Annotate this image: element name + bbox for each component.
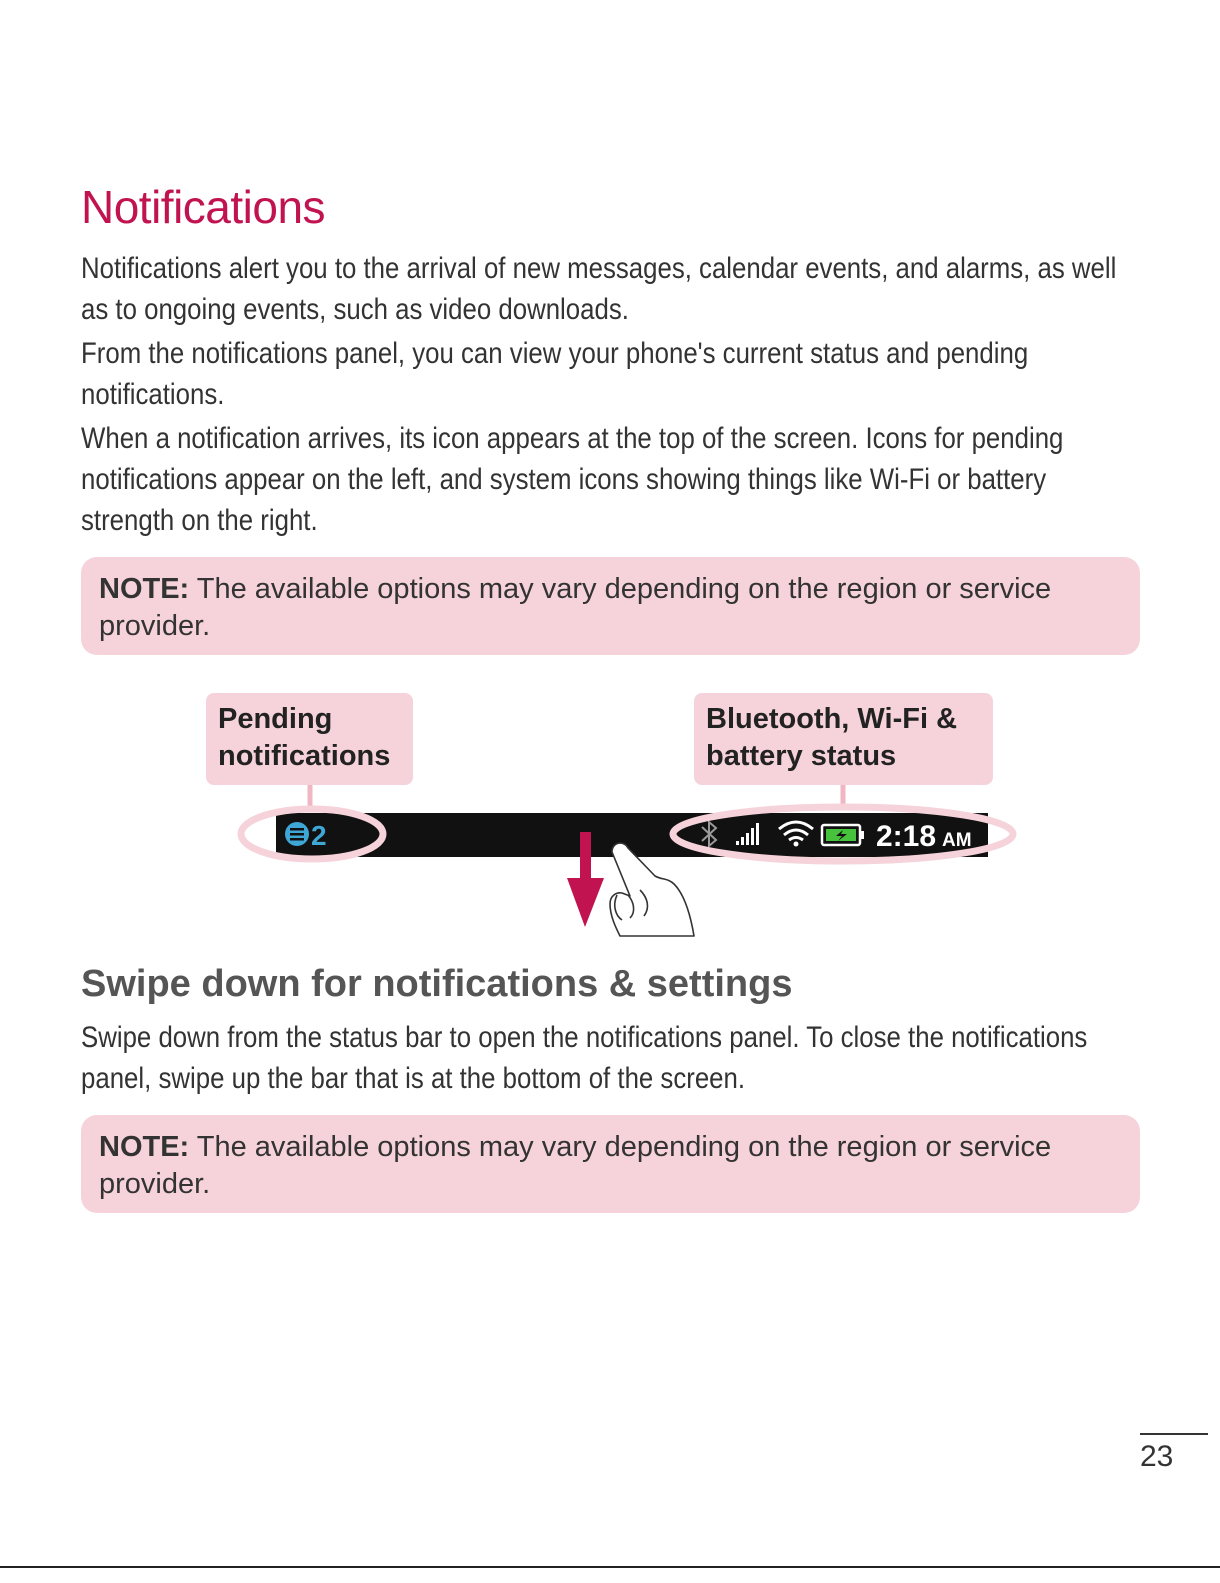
note-label: NOTE: [99,573,190,605]
intro-paragraph-3 [81,418,1128,541]
paragraph-text: Swipe down from the status bar to open the notifications panel. To close the notifications panel, swipe up the bar that is at the bottom of the screen. [81,1021,1088,1095]
notification-count: 2 [311,820,327,851]
paragraph-text: When a notification arrives, its icon appears at the top of the screen. Icons for pending notifications appear on the left, and system icons showing things like Wi-Fi or battery strength on the right. [81,422,1064,537]
page-number: 23 [1140,1440,1174,1473]
status-bar-diagram [0,780,1220,950]
page-number-rule [1140,1433,1208,1435]
paragraph-text: Notifications alert you to the arrival of new messages, calendar events, and alarms, as well as to ongoing events, such as video downloads. [81,252,1117,326]
page-title: Notifications [81,181,326,233]
intro-paragraph-2 [81,333,1128,415]
callout-system-status [694,693,993,785]
note-text: The available options may vary depending on the region or service provider. [99,573,1052,642]
paragraph-text: From the notifications panel, you can view your phone's current status and pending notifications. [81,337,1029,411]
section-heading-swipe: Swipe down for notifications & settings [81,963,793,1005]
wifi-dot [794,842,799,847]
callout-label: Bluetooth, Wi-Fi & battery status [706,703,958,772]
intro-paragraph-1 [81,248,1128,330]
note-text: The available options may vary depending on the region or service provider. [99,1131,1052,1200]
callout-pending-notifications [206,693,413,785]
swipe-paragraph [81,1017,1128,1099]
status-time: 2:18 [876,820,937,853]
note-box-1 [81,557,1140,655]
callout-label: Pending notifications [218,703,391,772]
status-ampm: AM [942,830,972,851]
bottom-rule [0,1566,1220,1568]
note-box-2 [81,1115,1140,1213]
notification-list-icon [285,822,309,846]
note-label: NOTE: [99,1131,190,1163]
swiping-hand-icon [610,843,694,936]
